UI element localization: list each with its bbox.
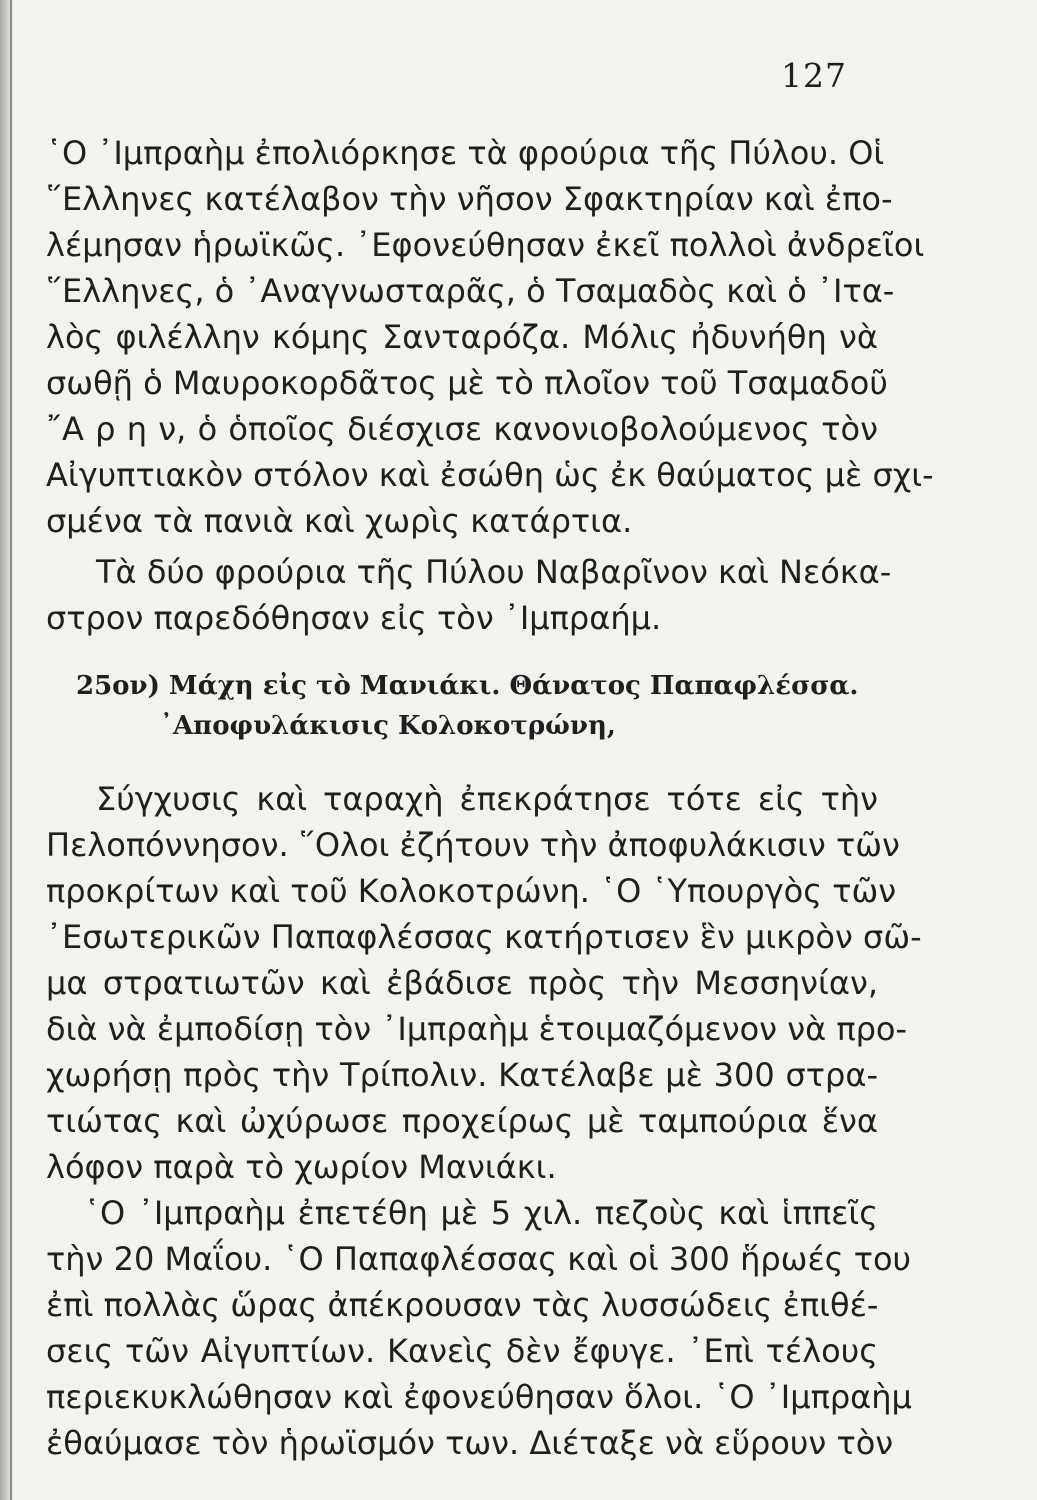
text-line: ᾽Εσωτερικῶν Παπαφλέσσας κατήρτισεν ἓν μικρὸν σῶ- (46, 918, 922, 956)
text-line: ἐπὶ πολλὰς ὥρας ἀπέκρουσαν τὰς λυσσώδεις ἐπιθέ- (46, 1286, 879, 1324)
text-line: ῞Ελληνες, ὁ ᾽Αναγνωσταρᾶς, ὁ Τσαμαδὸς καὶ ὁ ᾽Ιτα- (46, 272, 895, 310)
text-line: διὰ νὰ ἐμποδίσῃ τὸν ᾽Ιμπραὴμ ἑτοιμαζόμενον νὰ προ- (46, 1010, 908, 1048)
text-line: προκρίτων καὶ τοῦ Κολοκοτρώνη. ῾Ο ῾Υπουργὸς τῶν (46, 872, 897, 910)
text-line: μα στρατιωτῶν καὶ ἐβάδισε πρὸς τὴν Μεσσηνίαν, (46, 964, 878, 1002)
page-edge-line (10, 0, 12, 1500)
text-line: ῾Ο ᾽Ιμπραὴμ ἐπετέθη μὲ 5 χιλ. πεζοὺς καὶ ἱππεῖς (84, 1194, 878, 1232)
text-line: Πελοπόννησον. ῞Ολοι ἐζήτουν τὴν ἀποφυλάκισιν τῶν (46, 826, 900, 864)
text-line: Σύγχυσις καὶ ταραχὴ ἐπεκράτησε τότε εἰς τὴν (96, 780, 878, 818)
text-line: σεις τῶν Αἰγυπτίων. Κανεὶς δὲν ἔφυγε. ᾽Επὶ τέλους (46, 1332, 878, 1370)
text-line: Αἰγυπτιακὸν στόλον καὶ ἐσώθη ὡς ἐκ θαύματος μὲ σχι- (46, 456, 934, 494)
text-line: τὴν 20 Μαΐου. ῾Ο Παπαφλέσσας καὶ οἱ 300 ἥρωές του (46, 1240, 912, 1278)
text-line: χωρήσῃ πρὸς τὴν Τρίπολιν. Κατέλαβε μὲ 300 στρα- (46, 1056, 878, 1094)
text-line: σωθῇ ὁ Μαυροκορδᾶτος μὲ τὸ πλοῖον τοῦ Τσαμαδοῦ (46, 364, 888, 402)
text-line: λόφον παρὰ τὸ χωρίον Μανιάκι. (46, 1148, 557, 1186)
text-line: σμένα τὰ πανιὰ καὶ χωρὶς κατάρτια. (46, 502, 633, 540)
text-line: περιεκυκλώθησαν καὶ ἐφονεύθησαν ὅλοι. ῾Ο ᾽Ιμπραὴμ (46, 1378, 912, 1416)
text-line: λὸς φιλέλλην κόμης Σανταρόζα. Μόλις ἠδυνήθη νὰ (46, 318, 878, 356)
text-line: ῾Ο ᾽Ιμπραὴμ ἐπολιόρκησε τὰ φρούρια τῆς Πύλου. Οἱ (46, 134, 885, 172)
text-line: ἐθαύμασε τὸν ἡρωϊσμόν των. Διέταξε νὰ εὕρουν τὸν (46, 1424, 894, 1462)
text-line: λέμησαν ἡρωϊκῶς. ᾽Εφονεύθησαν ἐκεῖ πολλοὶ ἀνδρεῖοι (46, 226, 925, 264)
page-number: 127 (781, 56, 847, 95)
text-line: ῞Ελληνες κατέλαβον τὴν νῆσον Σφακτηρίαν καὶ ἐπο- (46, 180, 893, 218)
text-line: ῎Α ρ η ν, ὁ ὁποῖος διέσχισε κανονιοβολούμενος τὸν (46, 410, 878, 448)
section-heading-line-2: ᾽Αποφυλάκισις Κολοκοτρώνη, (160, 711, 616, 741)
section-heading-line-1: 25ον) Μάχη εἰς τὸ Μανιάκι. Θάνατος Παπαφλέσσα. (76, 671, 859, 701)
text-line: στρον παρεδόθησαν εἰς τὸν ᾽Ιμπραήμ. (46, 599, 662, 637)
text-line: Τὰ δύο φρούρια τῆς Πύλου Ναβαρῖνον καὶ Νεόκα- (96, 553, 892, 591)
text-line: τιώτας καὶ ὠχύρωσε προχείρως μὲ ταμπούρια ἕνα (46, 1102, 878, 1140)
